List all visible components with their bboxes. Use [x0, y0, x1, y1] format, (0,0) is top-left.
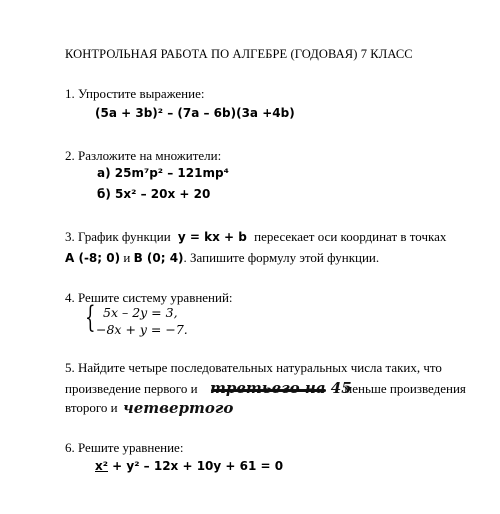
task2-part-a: а) 25m⁷p² – 121mp⁴ [97, 166, 229, 180]
task4-equation-1: 5x – 2y = 3, [103, 305, 178, 320]
task3-instruction: . Запишите формулу этой функции. [183, 250, 380, 265]
task4-prompt: 4. Решите систему уравнений: [65, 290, 233, 305]
task5-line3-start: второго и [65, 400, 118, 415]
task6-prompt: 6. Решите уравнение: [65, 440, 184, 455]
task1-prompt: 1. Упростите выражение: [65, 86, 205, 101]
task5-line2-start: произведение первого и [65, 381, 198, 396]
handwritten-correction-1: третьего на 45 [210, 379, 352, 397]
task3-formula: y = kx + b [177, 230, 247, 244]
system-brace: { [85, 300, 96, 335]
task3-line2 [65, 250, 379, 266]
task6-equation-rest: + y² – 12x + 10y + 61 = 0 [108, 459, 284, 473]
task3-line1 [65, 229, 446, 245]
task6-equation [95, 459, 283, 473]
task3-point-a: A (-8; 0) [65, 251, 121, 265]
task2-prompt: 2. Разложите на множители: [65, 148, 222, 163]
task3-point-b: B (0; 4) [133, 251, 184, 265]
task4-equation-2: −8x + y = −7. [96, 322, 188, 337]
task5-line1: 5. Найдите четыре последовательных натуральных числа таких, что [65, 360, 442, 375]
task3-prompt-start: 3. График функции [65, 229, 171, 244]
task1-expression: (5a + 3b)² – (7a – 6b)(3a +4b) [95, 106, 295, 120]
handwritten-correction-2: четвертого [123, 399, 234, 417]
task3-prompt-end: пересекает оси координат в точках [254, 229, 447, 244]
task6-x-squared: x² [95, 459, 108, 473]
page-title: КОНТРОЛЬНАЯ РАБОТА ПО АЛГЕБРЕ (ГОДОВАЯ) 7 КЛАСС [65, 47, 413, 61]
task2-part-b: б) 5x² – 20x + 20 [97, 187, 211, 201]
task5-line2-end: меньше произведения [344, 381, 466, 396]
task3-and: и [123, 250, 131, 265]
